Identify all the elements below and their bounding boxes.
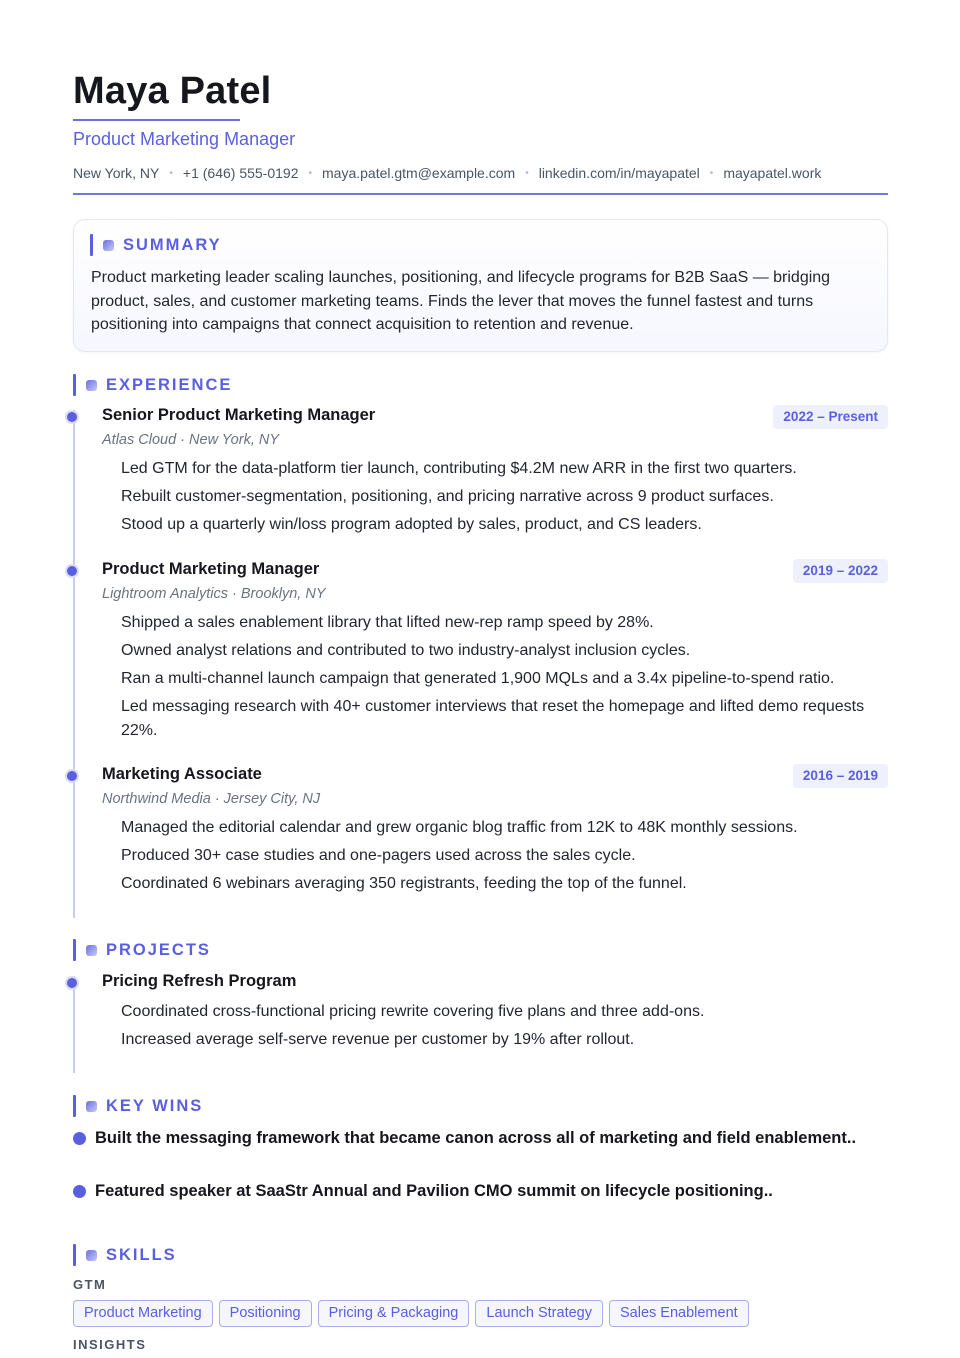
key-win-text: Built the messaging framework that became canon across all of marketing and field enablement..	[95, 1129, 857, 1147]
project-bullets	[121, 1000, 886, 1056]
project-title: Pricing Refresh Program	[102, 972, 297, 990]
summary-card	[73, 219, 888, 352]
contact-line	[73, 165, 821, 181]
skill-chip: Positioning	[219, 1300, 312, 1327]
separator-dot-icon: •	[525, 167, 529, 179]
section-title: EXPERIENCE	[106, 375, 233, 394]
skill-chips	[73, 1300, 755, 1327]
timeline-dot-icon	[65, 410, 79, 424]
section-title: KEY WINS	[106, 1096, 204, 1115]
candidate-role: Product Marketing Manager	[73, 129, 296, 149]
list-item: Coordinated 6 webinars averaging 350 registrants, feeding the top of the funnel.	[121, 875, 687, 892]
summary-text: Product marketing leader scaling launches, positioning, and lifecycle programs for B2B SaaS — bridging product, sales, and customer marketing teams. Finds the lever that moves the funnel fastest and turns positioning into campaigns that connect acquisition to retention and revenue.	[91, 269, 831, 333]
separator-dot-icon: •	[709, 167, 714, 179]
separator-dot-icon: •	[169, 167, 173, 179]
section-bar	[73, 1244, 76, 1266]
job-bullets	[121, 611, 886, 747]
list-item: Ran a multi-channel launch campaign that generated 1,900 MQLs and a 3.4x pipeline-to-spend ratio.	[121, 670, 835, 687]
section-bar	[73, 374, 76, 396]
job-bullets	[121, 457, 886, 541]
job-title: Product Marketing Manager	[102, 560, 320, 578]
contact-phone[interactable]: +1 (646) 555-0192	[182, 165, 299, 181]
projects-heading	[73, 939, 211, 961]
list-item: Led GTM for the data-platform tier launch, contributing $4.2M new ARR in the first two quarters.	[121, 460, 797, 477]
timeline-dot-icon	[65, 769, 79, 783]
list-item: Rebuilt customer-segmentation, positioning, and pricing narrative across 9 product surfaces.	[121, 488, 774, 505]
contact-linkedin[interactable]: linkedin.com/in/mayapatel	[538, 165, 700, 181]
list-item: Increased average self-serve revenue per customer by 19% after rollout.	[121, 1031, 635, 1048]
job-title: Senior Product Marketing Manager	[102, 406, 376, 424]
header-divider	[73, 193, 888, 195]
bullet-dot-icon	[73, 1185, 86, 1198]
experience-timeline	[73, 410, 75, 918]
list-item: Coordinated cross-functional pricing rewrite covering five plans and three add-ons.	[121, 1003, 705, 1020]
candidate-name: Maya Patel	[73, 70, 272, 112]
contact-location: New York, NY	[73, 165, 160, 181]
job-dates-badge: 2022 – Present	[773, 405, 888, 429]
contact-email[interactable]: maya.patel.gtm@example.com	[322, 165, 516, 181]
list-item: Produced 30+ case studies and one-pagers used across the sales cycle.	[121, 847, 636, 864]
projects-timeline	[73, 976, 75, 1073]
section-bar	[73, 939, 76, 961]
skill-chip: Pricing & Packaging	[318, 1300, 470, 1327]
section-title: PROJECTS	[106, 940, 211, 959]
timeline-dot-icon	[65, 976, 79, 990]
job-dates-badge: 2016 – 2019	[793, 764, 888, 788]
list-item: Owned analyst relations and contributed to two industry-analyst inclusion cycles.	[121, 642, 691, 659]
list-item: Led messaging research with 40+ customer interviews that reset the homepage and lifted demo requests 22%.	[121, 698, 865, 739]
section-title: SUMMARY	[123, 235, 222, 254]
section-square-icon	[86, 1250, 97, 1261]
section-bar	[90, 234, 93, 256]
experience-heading	[73, 374, 232, 396]
key-win-item	[73, 1182, 773, 1201]
key-win-text: Featured speaker at SaaStr Annual and Pavilion CMO summit on lifecycle positioning..	[95, 1182, 773, 1200]
job-org: Northwind Media · Jersey City, NJ	[102, 791, 321, 807]
key-win-item	[73, 1129, 856, 1148]
list-item: Managed the editorial calendar and grew organic blog traffic from 12K to 48K monthly sessions.	[121, 819, 798, 836]
job-dates-badge: 2019 – 2022	[793, 559, 888, 583]
section-square-icon	[86, 1101, 97, 1112]
section-bar	[73, 1095, 76, 1117]
job-bullets	[121, 816, 886, 900]
skill-chip: Launch Strategy	[475, 1300, 603, 1327]
skill-chip: Sales Enablement	[609, 1300, 749, 1327]
list-item: Stood up a quarterly win/loss program adopted by sales, product, and CS leaders.	[121, 516, 702, 533]
job-title: Marketing Associate	[102, 765, 262, 783]
timeline-dot-icon	[65, 564, 79, 578]
summary-heading	[90, 234, 222, 256]
section-square-icon	[86, 380, 97, 391]
list-item: Shipped a sales enablement library that lifted new-rep ramp speed by 28%.	[121, 614, 654, 631]
bullet-dot-icon	[73, 1132, 86, 1145]
job-org: Atlas Cloud · New York, NY	[102, 432, 280, 448]
skill-category: INSIGHTS	[73, 1337, 147, 1352]
job-org: Lightroom Analytics · Brooklyn, NY	[102, 586, 326, 602]
section-square-icon	[86, 945, 97, 956]
separator-dot-icon: •	[308, 167, 312, 179]
skill-category: GTM	[73, 1277, 107, 1292]
name-underline	[73, 119, 240, 121]
section-title: SKILLS	[106, 1245, 177, 1264]
skill-chip: Product Marketing	[73, 1300, 213, 1327]
skills-heading	[73, 1244, 177, 1266]
section-square-icon	[103, 240, 114, 251]
contact-website[interactable]: mayapatel.work	[723, 165, 822, 181]
key-wins-heading	[73, 1095, 203, 1117]
